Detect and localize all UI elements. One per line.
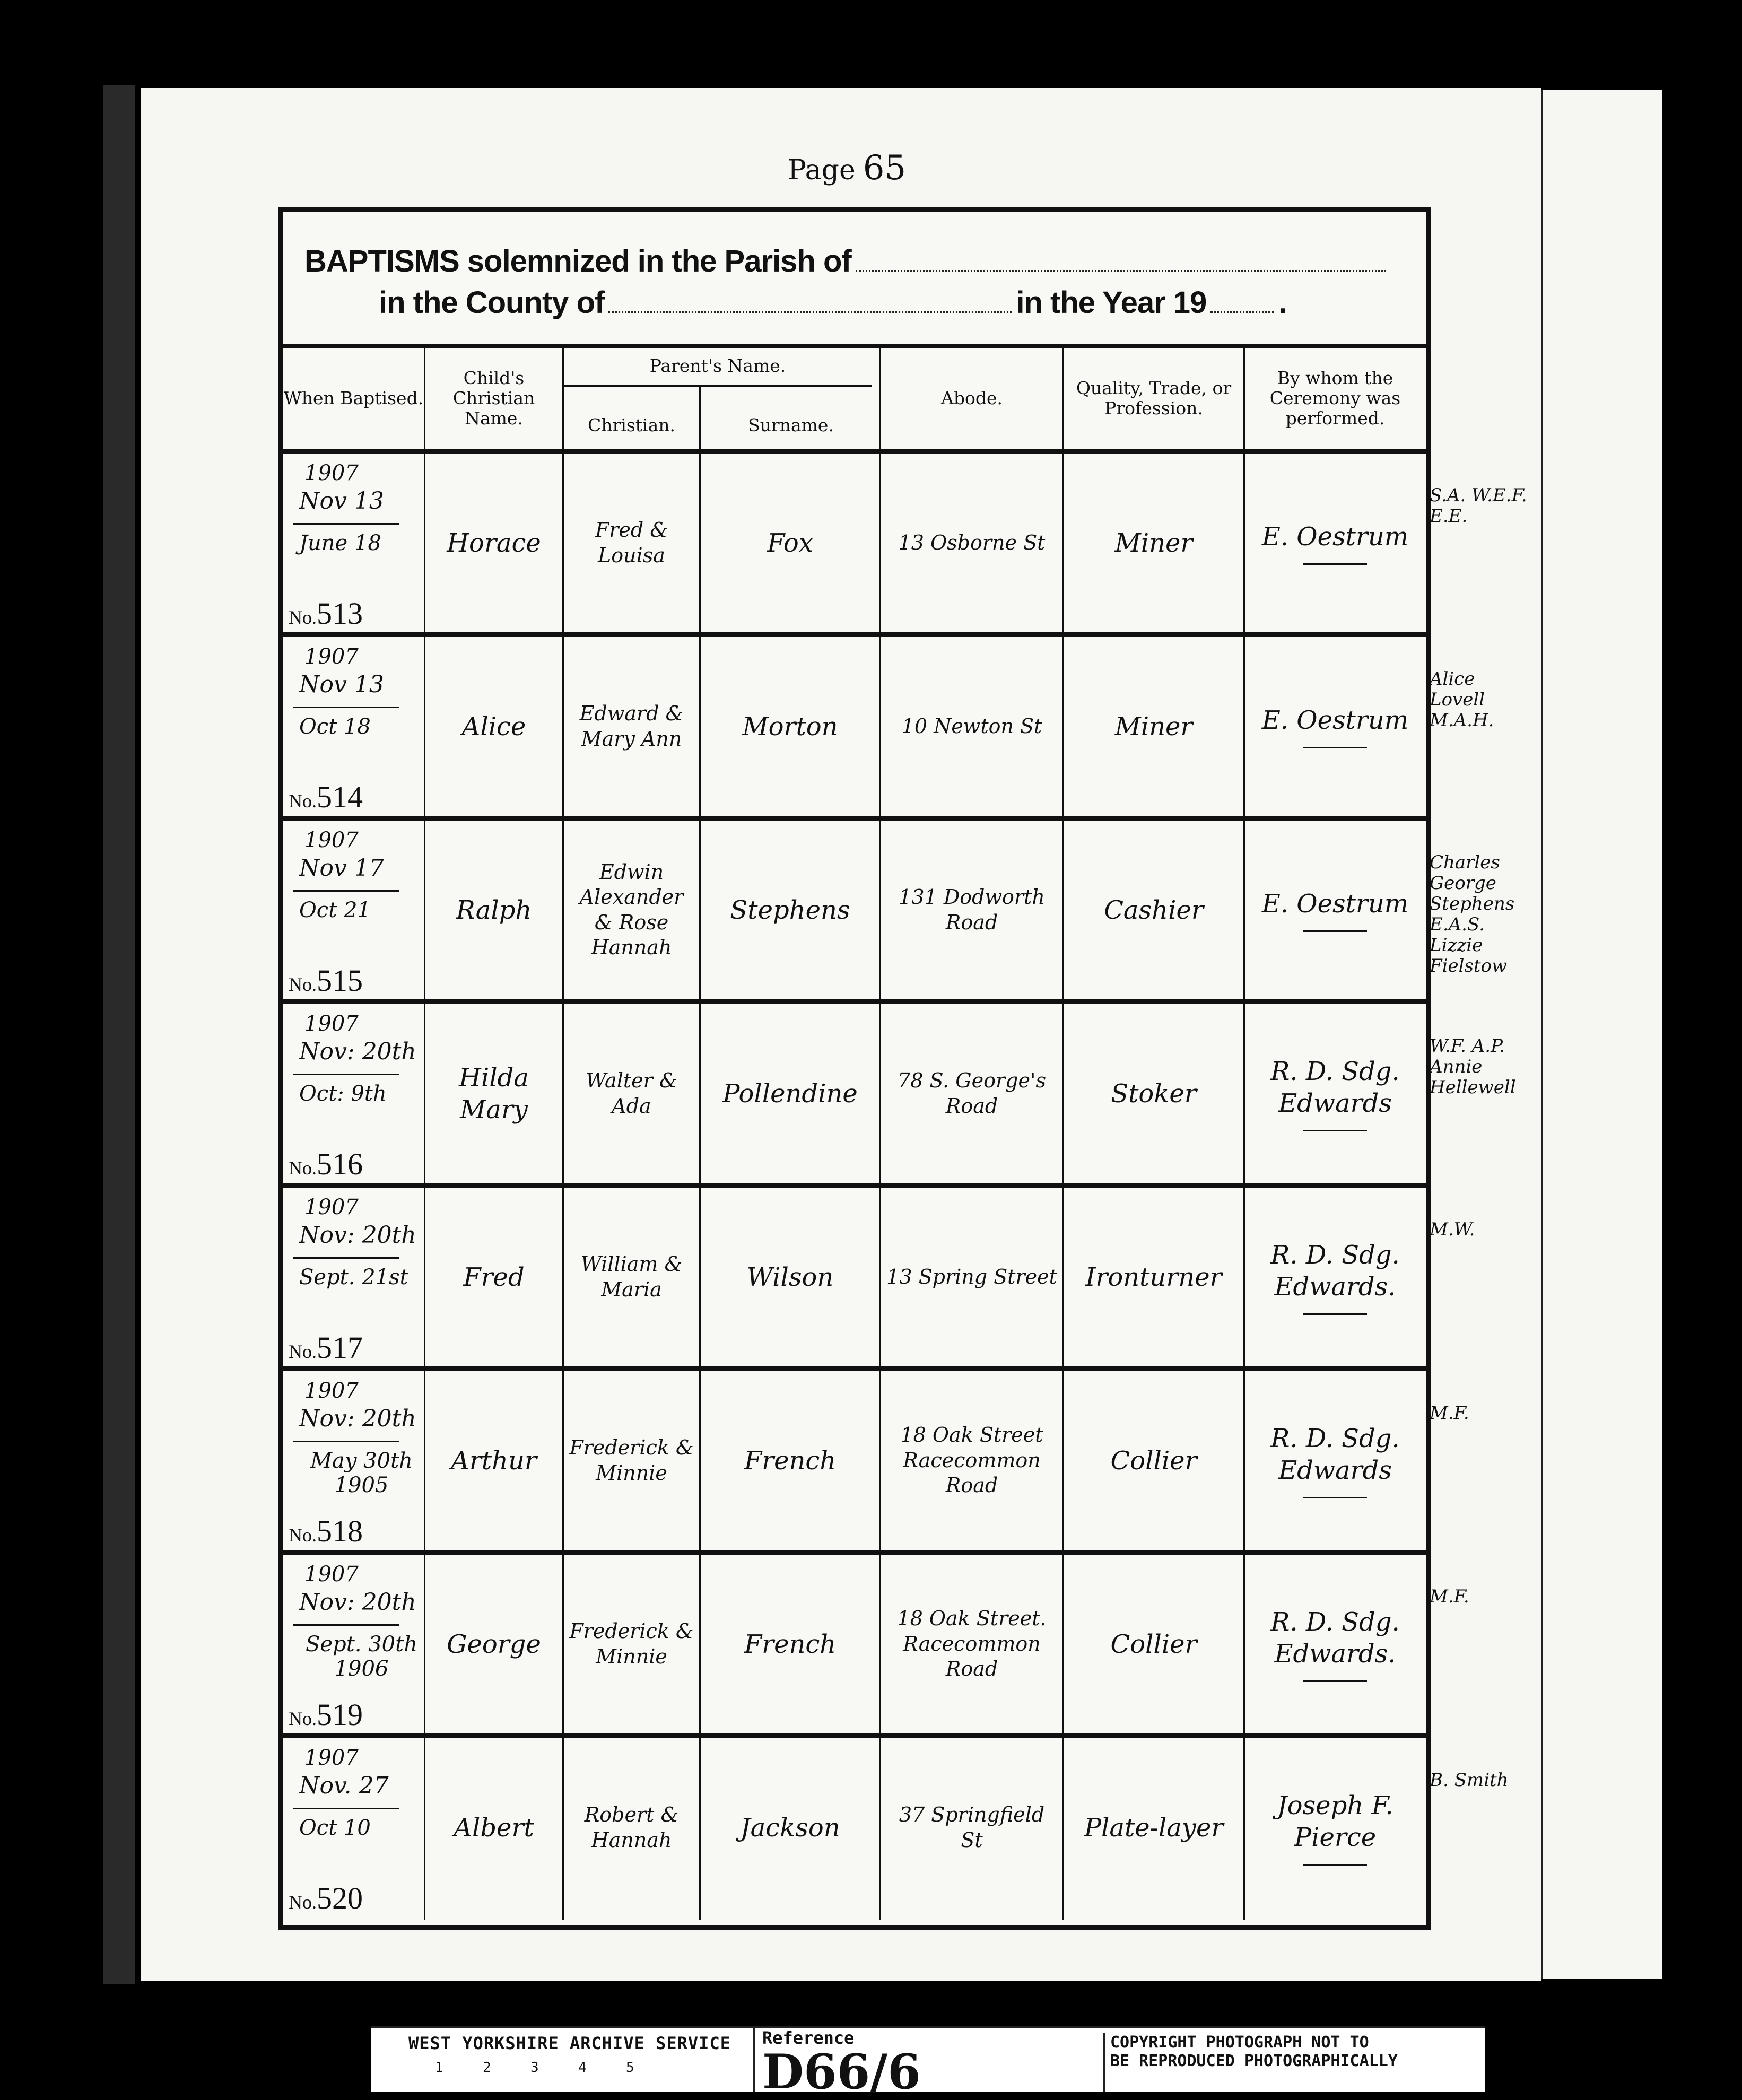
birth-date: Sept. 21st: [299, 1265, 408, 1289]
when-baptised-cell: [283, 1188, 424, 1366]
entry-row: [283, 454, 1426, 637]
birth-date: May 30th 1905: [310, 1449, 413, 1497]
baptism-year: 1907: [304, 1379, 359, 1403]
child-cell: [425, 637, 562, 816]
header-when-baptised: When Baptised.: [283, 388, 424, 409]
header-by-whom: By whom the Ceremony was performed.: [1269, 368, 1401, 429]
page-number: [788, 149, 906, 188]
entry-row: [283, 1555, 1426, 1738]
margin-note: M.F.: [1430, 1402, 1469, 1424]
by-whom-text: E. Oestrum: [1261, 705, 1409, 735]
baptism-date: Nov 13: [299, 671, 384, 698]
entry-number: No.518: [289, 1514, 363, 1548]
by-whom-cell: [1245, 1188, 1425, 1366]
child-text: George: [447, 1629, 541, 1659]
baptism-date: Nov: 20th: [299, 1222, 416, 1249]
christian-cell: [564, 821, 699, 999]
by-whom-cell: [1245, 1738, 1425, 1917]
quality-text: Ironturner: [1085, 1262, 1222, 1292]
surname-text: French: [744, 1629, 837, 1659]
quality-cell: [1064, 821, 1243, 999]
surname-cell: [701, 1555, 879, 1733]
christian-cell: [564, 1555, 699, 1733]
child-text: Horace: [447, 528, 541, 558]
surname-cell: [701, 1004, 879, 1183]
abode-cell: [881, 1555, 1062, 1733]
entry-row: [283, 821, 1426, 1004]
christian-text: Robert & Hannah: [584, 1803, 679, 1852]
entry-row: [283, 1738, 1426, 1917]
by-whom-text: E. Oestrum: [1261, 522, 1409, 552]
abode-text: 37 Springfield St: [899, 1803, 1045, 1852]
by-whom-cell: [1245, 1371, 1425, 1550]
christian-cell: [564, 1188, 699, 1366]
by-whom-text: R. D. Sdg. Edwards.: [1270, 1240, 1400, 1302]
baptism-date: Nov. 27: [299, 1772, 389, 1799]
by-whom-text: Joseph F. Pierce: [1277, 1791, 1393, 1852]
when-baptised-cell: [283, 454, 424, 632]
margin-note: M.W.: [1430, 1219, 1475, 1240]
surname-cell: [701, 637, 879, 816]
entry-number: No.515: [289, 963, 363, 998]
quality-text: Plate-layer: [1084, 1813, 1224, 1843]
quality-cell: [1064, 1004, 1243, 1183]
margin-note: S.A. W.E.F. E.E.: [1430, 485, 1527, 527]
baptism-year: 1907: [304, 644, 359, 669]
child-text: Alice: [461, 711, 526, 742]
baptism-year: 1907: [304, 461, 359, 485]
christian-cell: [564, 454, 699, 632]
margin-note: B. Smith: [1430, 1770, 1509, 1791]
abode-text: 18 Oak Street Racecommon Road: [900, 1423, 1043, 1497]
by-whom-cell: [1245, 454, 1425, 632]
surname-text: Wilson: [746, 1262, 834, 1292]
child-text: Ralph: [456, 895, 532, 925]
header-abode: Abode.: [941, 388, 1003, 409]
page-number-value: 65: [863, 149, 907, 188]
quality-text: Miner: [1114, 711, 1193, 742]
archive-footer-label: [371, 2026, 1485, 2100]
entry-row: [283, 1188, 1426, 1371]
surname-cell: [701, 454, 879, 632]
child-cell: [425, 1738, 562, 1917]
abode-text: 78 S. George's Road: [898, 1069, 1046, 1118]
margin-note: W.F. A.P. Annie Hellewell: [1430, 1035, 1516, 1099]
by-whom-text: R. D. Sdg. Edwards: [1270, 1424, 1400, 1485]
register-title: [283, 212, 1426, 348]
baptism-date: Nov 13: [299, 487, 384, 515]
child-cell: [425, 454, 562, 632]
christian-cell: [564, 1738, 699, 1917]
by-whom-cell: [1245, 637, 1425, 816]
baptism-year: 1907: [304, 1012, 359, 1036]
surname-text: Fox: [767, 528, 813, 558]
baptism-date: Nov: 20th: [299, 1038, 416, 1065]
title-line-parish: BAPTISMS solemnized in the Parish of: [304, 243, 1390, 279]
margin-note: Alice Lovell M.A.H.: [1430, 668, 1494, 731]
copyright-notice: COPYRIGHT PHOTOGRAPH NOT TO BE REPRODUCED PHOTOGRAPHICALLY: [1103, 2033, 1398, 2092]
birth-date: Sept. 30th 1906: [306, 1632, 417, 1681]
quality-cell: [1064, 1555, 1243, 1733]
quality-text: Stoker: [1111, 1078, 1197, 1109]
margin-note: M.F.: [1430, 1586, 1469, 1607]
surname-text: Morton: [742, 711, 838, 742]
child-text: Fred: [463, 1262, 525, 1292]
christian-text: Frederick & Minnie: [569, 1436, 694, 1485]
reference-value: D66/6: [762, 2044, 921, 2100]
header-quality: Quality, Trade, or Profession.: [1076, 378, 1232, 419]
child-text: Albert: [454, 1813, 534, 1843]
header-child-name: Child's Christian Name.: [452, 368, 535, 429]
christian-text: Edward & Mary Ann: [579, 702, 684, 751]
abode-text: 131 Dodworth Road: [899, 885, 1045, 934]
when-baptised-cell: [283, 821, 424, 999]
baptism-year: 1907: [304, 1746, 359, 1770]
quality-cell: [1064, 1188, 1243, 1366]
archive-service-name: WEST YORKSHIRE ARCHIVE SERVICE: [408, 2033, 731, 2053]
when-baptised-cell: [283, 1004, 424, 1183]
surname-text: Stephens: [730, 895, 850, 925]
christian-text: Frederick & Minnie: [569, 1619, 694, 1668]
surname-cell: [701, 1188, 879, 1366]
entry-row: [283, 1371, 1426, 1555]
margin-note: Charles George Stephens E.A.S. Lizzie Fielstow: [1430, 852, 1515, 977]
scale-ticks: 1 2 3 4 5: [435, 2060, 634, 2076]
abode-cell: [881, 1004, 1062, 1183]
page-label: Page: [788, 154, 856, 186]
reference-box: [753, 2028, 921, 2100]
by-whom-text: R. D. Sdg. Edwards: [1270, 1057, 1400, 1118]
header-parents-name: Parent's Name.: [649, 355, 786, 376]
baptism-year: 1907: [304, 1562, 359, 1587]
abode-cell: [881, 1738, 1062, 1917]
header-parent-christian: Christian.: [588, 415, 675, 436]
abode-cell: [881, 1371, 1062, 1550]
facing-page-edge: [1541, 90, 1662, 1979]
christian-cell: [564, 1371, 699, 1550]
child-cell: [425, 1188, 562, 1366]
by-whom-text: R. D. Sdg. Edwards.: [1270, 1607, 1400, 1669]
abode-cell: [881, 454, 1062, 632]
header-parent-surname: Surname.: [748, 415, 834, 436]
abode-text: 10 Newton St: [901, 714, 1042, 738]
child-cell: [425, 1004, 562, 1183]
birth-date: June 18: [299, 531, 381, 555]
abode-text: 13 Osborne St: [898, 530, 1046, 554]
child-cell: [425, 821, 562, 999]
quality-cell: [1064, 1371, 1243, 1550]
christian-text: William & Maria: [580, 1252, 683, 1301]
abode-cell: [881, 821, 1062, 999]
quality-text: Collier: [1110, 1629, 1197, 1659]
baptism-date: Nov: 20th: [299, 1405, 416, 1432]
baptism-year: 1907: [304, 1195, 359, 1219]
quality-cell: [1064, 637, 1243, 816]
baptism-date: Nov: 20th: [299, 1589, 416, 1616]
when-baptised-cell: [283, 1371, 424, 1550]
child-cell: [425, 1555, 562, 1733]
entry-row: [283, 1004, 1426, 1188]
baptism-date: Nov 17: [299, 855, 384, 882]
christian-text: Edwin Alexander & Rose Hannah: [579, 860, 684, 959]
surname-text: Pollendine: [722, 1078, 858, 1109]
entry-number: No.519: [289, 1697, 363, 1732]
baptism-year: 1907: [304, 828, 359, 852]
reference-label: Reference: [762, 2028, 855, 2048]
column-headers: [283, 348, 1426, 454]
christian-text: Walter & Ada: [586, 1069, 677, 1118]
abode-text: 18 Oak Street. Racecommon Road: [897, 1607, 1047, 1681]
by-whom-text: E. Oestrum: [1261, 889, 1409, 919]
when-baptised-cell: [283, 1738, 424, 1917]
quality-text: Cashier: [1104, 895, 1204, 925]
surname-cell: [701, 1371, 879, 1550]
entry-number: No.513: [289, 596, 363, 631]
book-spine: [103, 85, 135, 1984]
child-text: Hilda Mary: [459, 1062, 529, 1125]
quality-text: Miner: [1114, 528, 1193, 558]
christian-cell: [564, 1004, 699, 1183]
surname-cell: [701, 1738, 879, 1917]
birth-date: Oct: 9th: [299, 1082, 387, 1106]
birth-date: Oct 21: [299, 898, 371, 922]
abode-cell: [881, 1188, 1062, 1366]
entry-row: [283, 637, 1426, 821]
christian-text: Fred & Louisa: [595, 518, 668, 567]
by-whom-cell: [1245, 1555, 1425, 1733]
abode-cell: [881, 637, 1062, 816]
child-text: Arthur: [451, 1445, 537, 1476]
when-baptised-cell: [283, 1555, 424, 1733]
title-line-county: in the County of in the Year 19 .: [379, 285, 1287, 320]
register-page: [141, 88, 1541, 1981]
child-cell: [425, 1371, 562, 1550]
surname-text: Jackson: [740, 1813, 840, 1843]
by-whom-cell: [1245, 821, 1425, 999]
entry-number: No.516: [289, 1147, 363, 1181]
entry-number: No.517: [289, 1330, 363, 1365]
by-whom-cell: [1245, 1004, 1425, 1183]
entry-number: No.520: [289, 1881, 363, 1915]
when-baptised-cell: [283, 637, 424, 816]
quality-cell: [1064, 454, 1243, 632]
baptism-register-table: [278, 207, 1431, 1930]
birth-date: Oct 18: [299, 714, 371, 739]
birth-date: Oct 10: [299, 1816, 371, 1840]
surname-cell: [701, 821, 879, 999]
quality-cell: [1064, 1738, 1243, 1917]
quality-text: Collier: [1110, 1445, 1197, 1476]
abode-text: 13 Spring Street: [886, 1265, 1057, 1288]
christian-cell: [564, 637, 699, 816]
surname-text: French: [744, 1445, 837, 1476]
entry-number: No.514: [289, 780, 363, 814]
